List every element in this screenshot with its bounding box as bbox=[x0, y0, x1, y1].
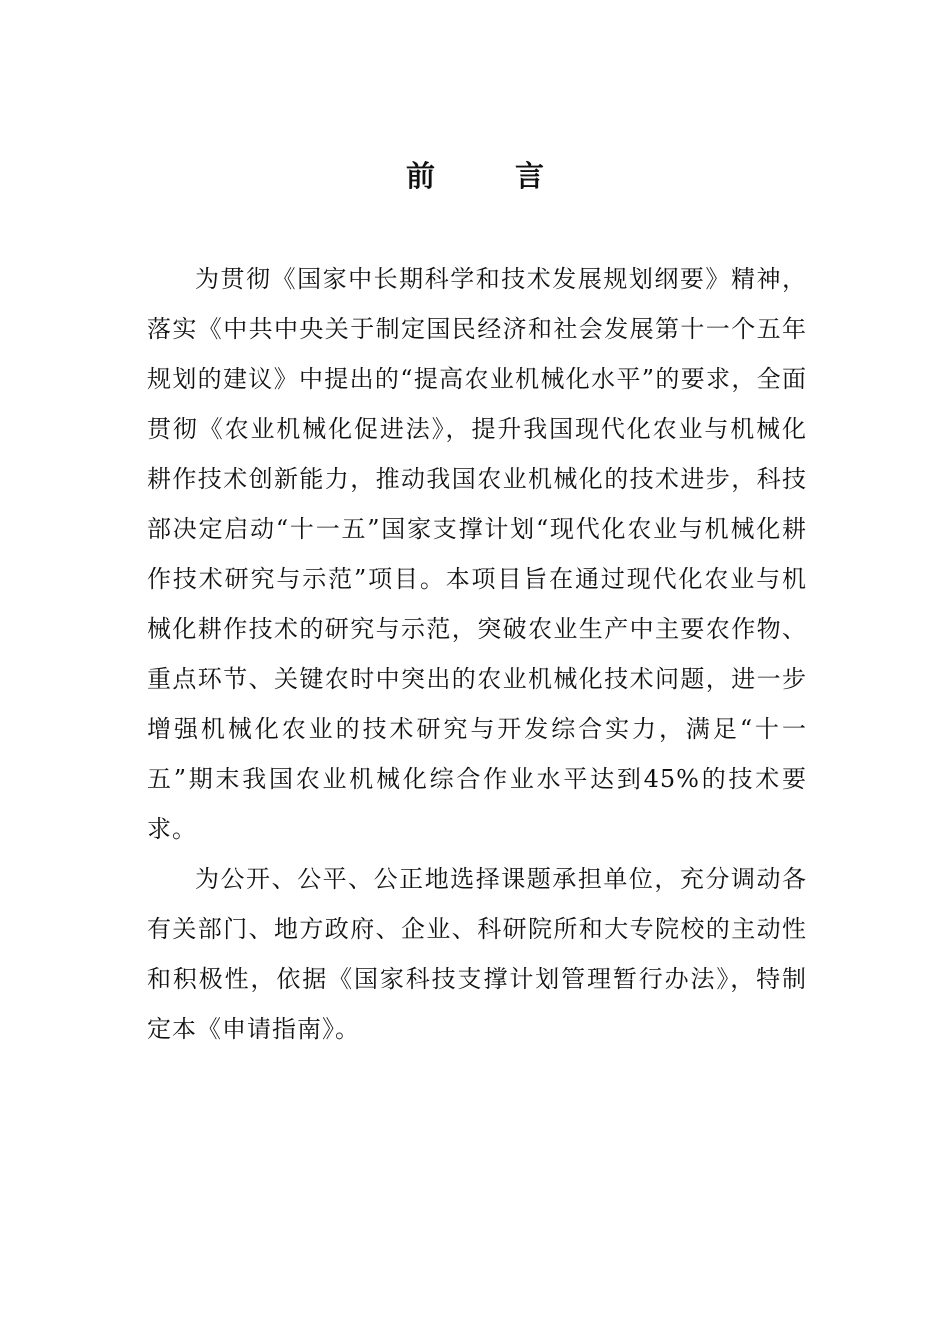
page-title: 前言 bbox=[405, 159, 624, 193]
preface-paragraph-2: 为公开、公平、公正地选择课题承担单位，充分调动各有关部门、地方政府、企业、科研院所和大专院校的主动性和积极性，依据《国家科技支撑计划管理暂行办法》，特制定本《申请指南》。 bbox=[147, 865, 807, 1043]
preface-body bbox=[147, 254, 807, 1054]
preface-paragraph-1: 为贯彻《国家中长期科学和技术发展规划纲要》精神，落实《中共中央关于制定国民经济和社会发展第十一个五年规划的建议》中提出的“提高农业机械化水平”的要求，全面贯彻《农业机械化促进法》，提升我国现代化农业与机械化耕作技术创新能力，推动我国农业机械化的技术进步，科技部决定启动“十一五”国家支撑计划“现代化农业与机械化耕作技术研究与示范”项目。本项目旨在通过现代化农业与机械化耕作技术的研究与示范，突破农业生产中主要农作物、重点环节、关键农时中突出的农业机械化技术问题，进一步增强机械化农业的技术研究与开发综合实力，满足“十一五”期末我国农业机械化综合作业水平达到45%的技术要求。 bbox=[147, 265, 807, 843]
